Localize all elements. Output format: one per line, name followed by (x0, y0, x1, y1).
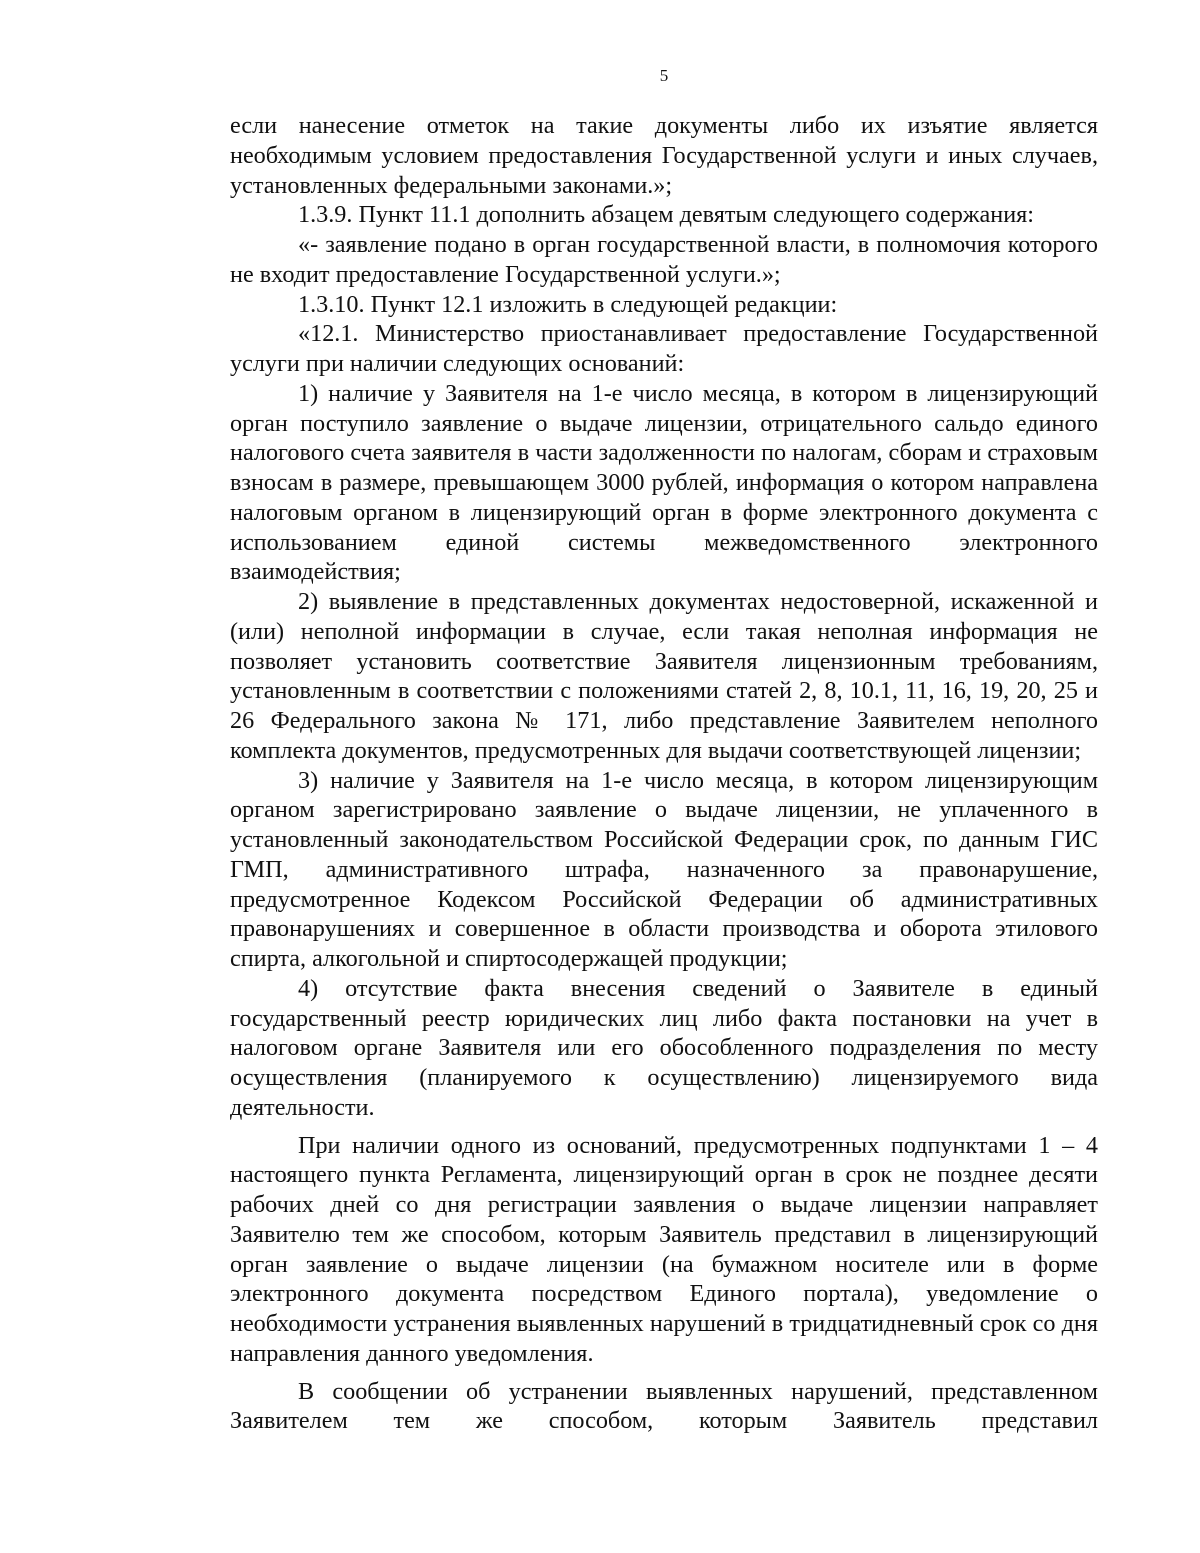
paragraph-clause-12-1: «12.1. Министерство приостанавливает предоставление Государственной услуги при наличии следующих оснований: (230, 320, 1098, 377)
paragraph-ground-1: 1) наличие у Заявителя на 1-е число месяца, в котором в лицензирующий орган поступило заявление о выдаче лицензии, отрицательного сальдо единого налогового счета заявителя в части задолженности по налогам, сборам и страховым взносам в размере, превышающем 3000 рублей, информация о котором направлена налоговым органом в лицензирующий орган в форме электронного документа с использованием единой системы межведомственного электронного взаимодействия; (230, 379, 1098, 586)
paragraph-item-1-3-9: 1.3.9. Пункт 11.1 дополнить абзацем девятым следующего содержания: (298, 201, 1034, 229)
paragraph-notification: При наличии одного из оснований, предусмотренных подпунктами 1 – 4 настоящего пункта Регламента, лицензирующий орган в срок не позднее десяти рабочих дней со дня регистрации заявления о выдаче лицензии направляет Заявителю тем же способом, которым Заявитель представил в лицензирующий орган заявление о выдаче лицензии (на бумажном носителе или в форме электронного документа посредством Единого портала), уведомление о необходимости устранения выявленных нарушений в тридцатидневный срок со дня направления данного уведомления. (230, 1131, 1098, 1367)
paragraph-ground-3: 3) наличие у Заявителя на 1-е число месяца, в котором лицензирующим органом зарегистрировано заявление о выдаче лицензии, не уплаченного в установленный законодательством Российской Федерации срок, по данным ГИС ГМП, административного штрафа, назначенного за правонарушение, предусмотренное Кодексом Российской Федерации об административных правонарушениях и совершенное в области производства и оборота этилового спирта, алкогольной и спиртосодержащей продукции; (230, 766, 1098, 972)
document-body (230, 111, 1098, 1436)
page-number: 5 (659, 66, 669, 85)
paragraph-message: В сообщении об устранении выявленных нарушений, представленном Заявителем тем же способом, которым Заявитель представил (230, 1377, 1098, 1435)
paragraph-quote-addition: «- заявление подано в орган государственной власти, в полномочия которого не входит предоставление Государственной услуги.»; (230, 231, 1098, 288)
paragraph-ground-2: 2) выявление в представленных документах недостоверной, искаженной и (или) неполной информации в случае, если такая неполная информация не позволяет установить соответствие Заявителя лицензионным требованиям, установленным в соответствии с положениями статей 2, 8, 10.1, 11, 16, 19, 20, 25 и 26 Федерального закона № 171, либо представление Заявителем неполного комплекта документов, предусмотренных для выдачи соответствующей лицензии; (230, 588, 1098, 764)
paragraph-continuation: если нанесение отметок на такие документы либо их изъятие является необходимым условием предоставления Государственной услуги и иных случаев, установленных федеральными законами.»; (230, 112, 1098, 199)
paragraph-ground-4: 4) отсутствие факта внесения сведений о Заявителе в единый государственный реестр юридических лиц либо факта постановки на учет в налоговом органе Заявителя или его обособленного подразделения по месту осуществления (планируемого к осуществлению) лицензируемого вида деятельности. (230, 974, 1098, 1121)
paragraph-item-1-3-10: 1.3.10. Пункт 12.1 изложить в следующей редакции: (298, 290, 838, 318)
